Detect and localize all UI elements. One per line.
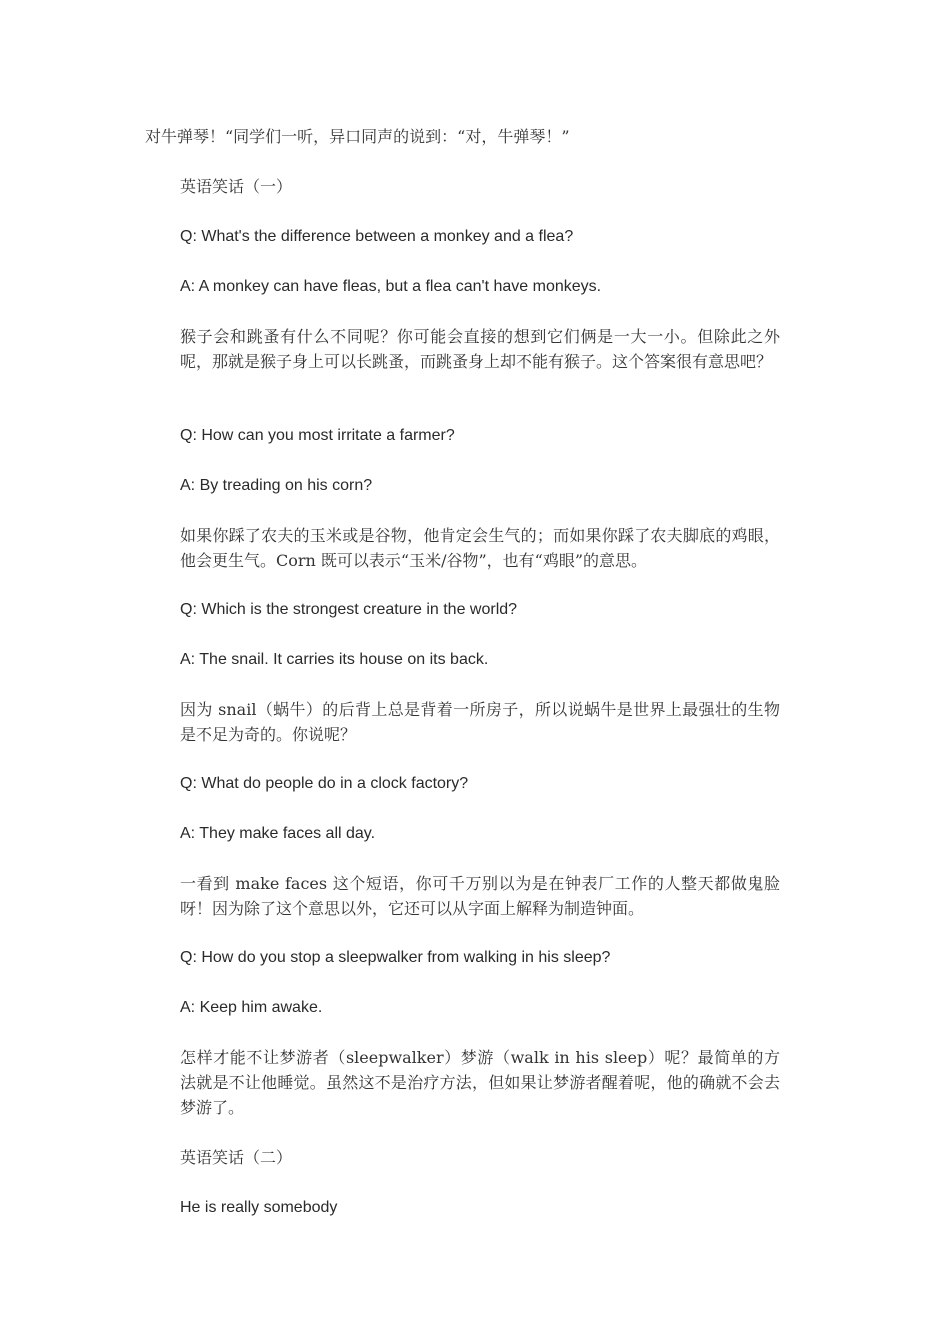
answer-line: A: Keep him awake.: [180, 999, 323, 1016]
question-line: Q: How do you stop a sleepwalker from walking in his sleep?: [180, 949, 611, 966]
answer-line: A: They make faces all day.: [180, 825, 376, 842]
section-heading: 英语笑话（二）: [180, 1148, 293, 1167]
answer-line: A: By treading on his corn?: [180, 477, 373, 494]
text-line: He is really somebody: [180, 1199, 338, 1216]
explanation-paragraph: 怎样才能不让梦游者（sleepwalker）梦游（walk in his sleep）呢？最简单的方法就是不让他睡觉。虽然这不是治疗方法，但如果让梦游者醒着呢，他的确就不会去梦游了。: [180, 1048, 780, 1117]
explanation-paragraph: 猴子会和跳蚤有什么不同呢？你可能会直接的想到它们俩是一大一小。但除此之外呢，那就是猴子身上可以长跳蚤，而跳蚤身上却不能有猴子。这个答案很有意思吧？: [180, 327, 780, 371]
question-line: Q: What's the difference between a monkey and a flea?: [180, 228, 574, 245]
explanation-paragraph: 一看到 make faces 这个短语，你可千万别以为是在钟表厂工作的人整天都做鬼脸呀！因为除了这个意思以外，它还可以从字面上解释为制造钟面。: [180, 874, 780, 918]
question-line: Q: Which is the strongest creature in the world?: [180, 601, 518, 618]
question-line: Q: What do people do in a clock factory?: [180, 775, 469, 792]
explanation-paragraph: 如果你踩了农夫的玉米或是谷物，他肯定会生气的；而如果你踩了农夫脚底的鸡眼，他会更生气。Corn 既可以表示“玉米/谷物”，也有“鸡眼”的意思。: [180, 526, 780, 570]
section-heading: 英语笑话（一）: [180, 177, 293, 196]
text-line: 对牛弹琴！“同学们一听，异口同声的说到：“对，牛弹琴！”: [145, 127, 570, 146]
question-line: Q: How can you most irritate a farmer?: [180, 427, 455, 444]
answer-line: A: A monkey can have fleas, but a flea can't have monkeys.: [180, 278, 602, 295]
answer-line: A: The snail. It carries its house on its back.: [180, 651, 489, 668]
explanation-paragraph: 因为 snail（蜗牛）的后背上总是背着一所房子，所以说蜗牛是世界上最强壮的生物是不足为奇的。你说呢？: [180, 700, 780, 744]
